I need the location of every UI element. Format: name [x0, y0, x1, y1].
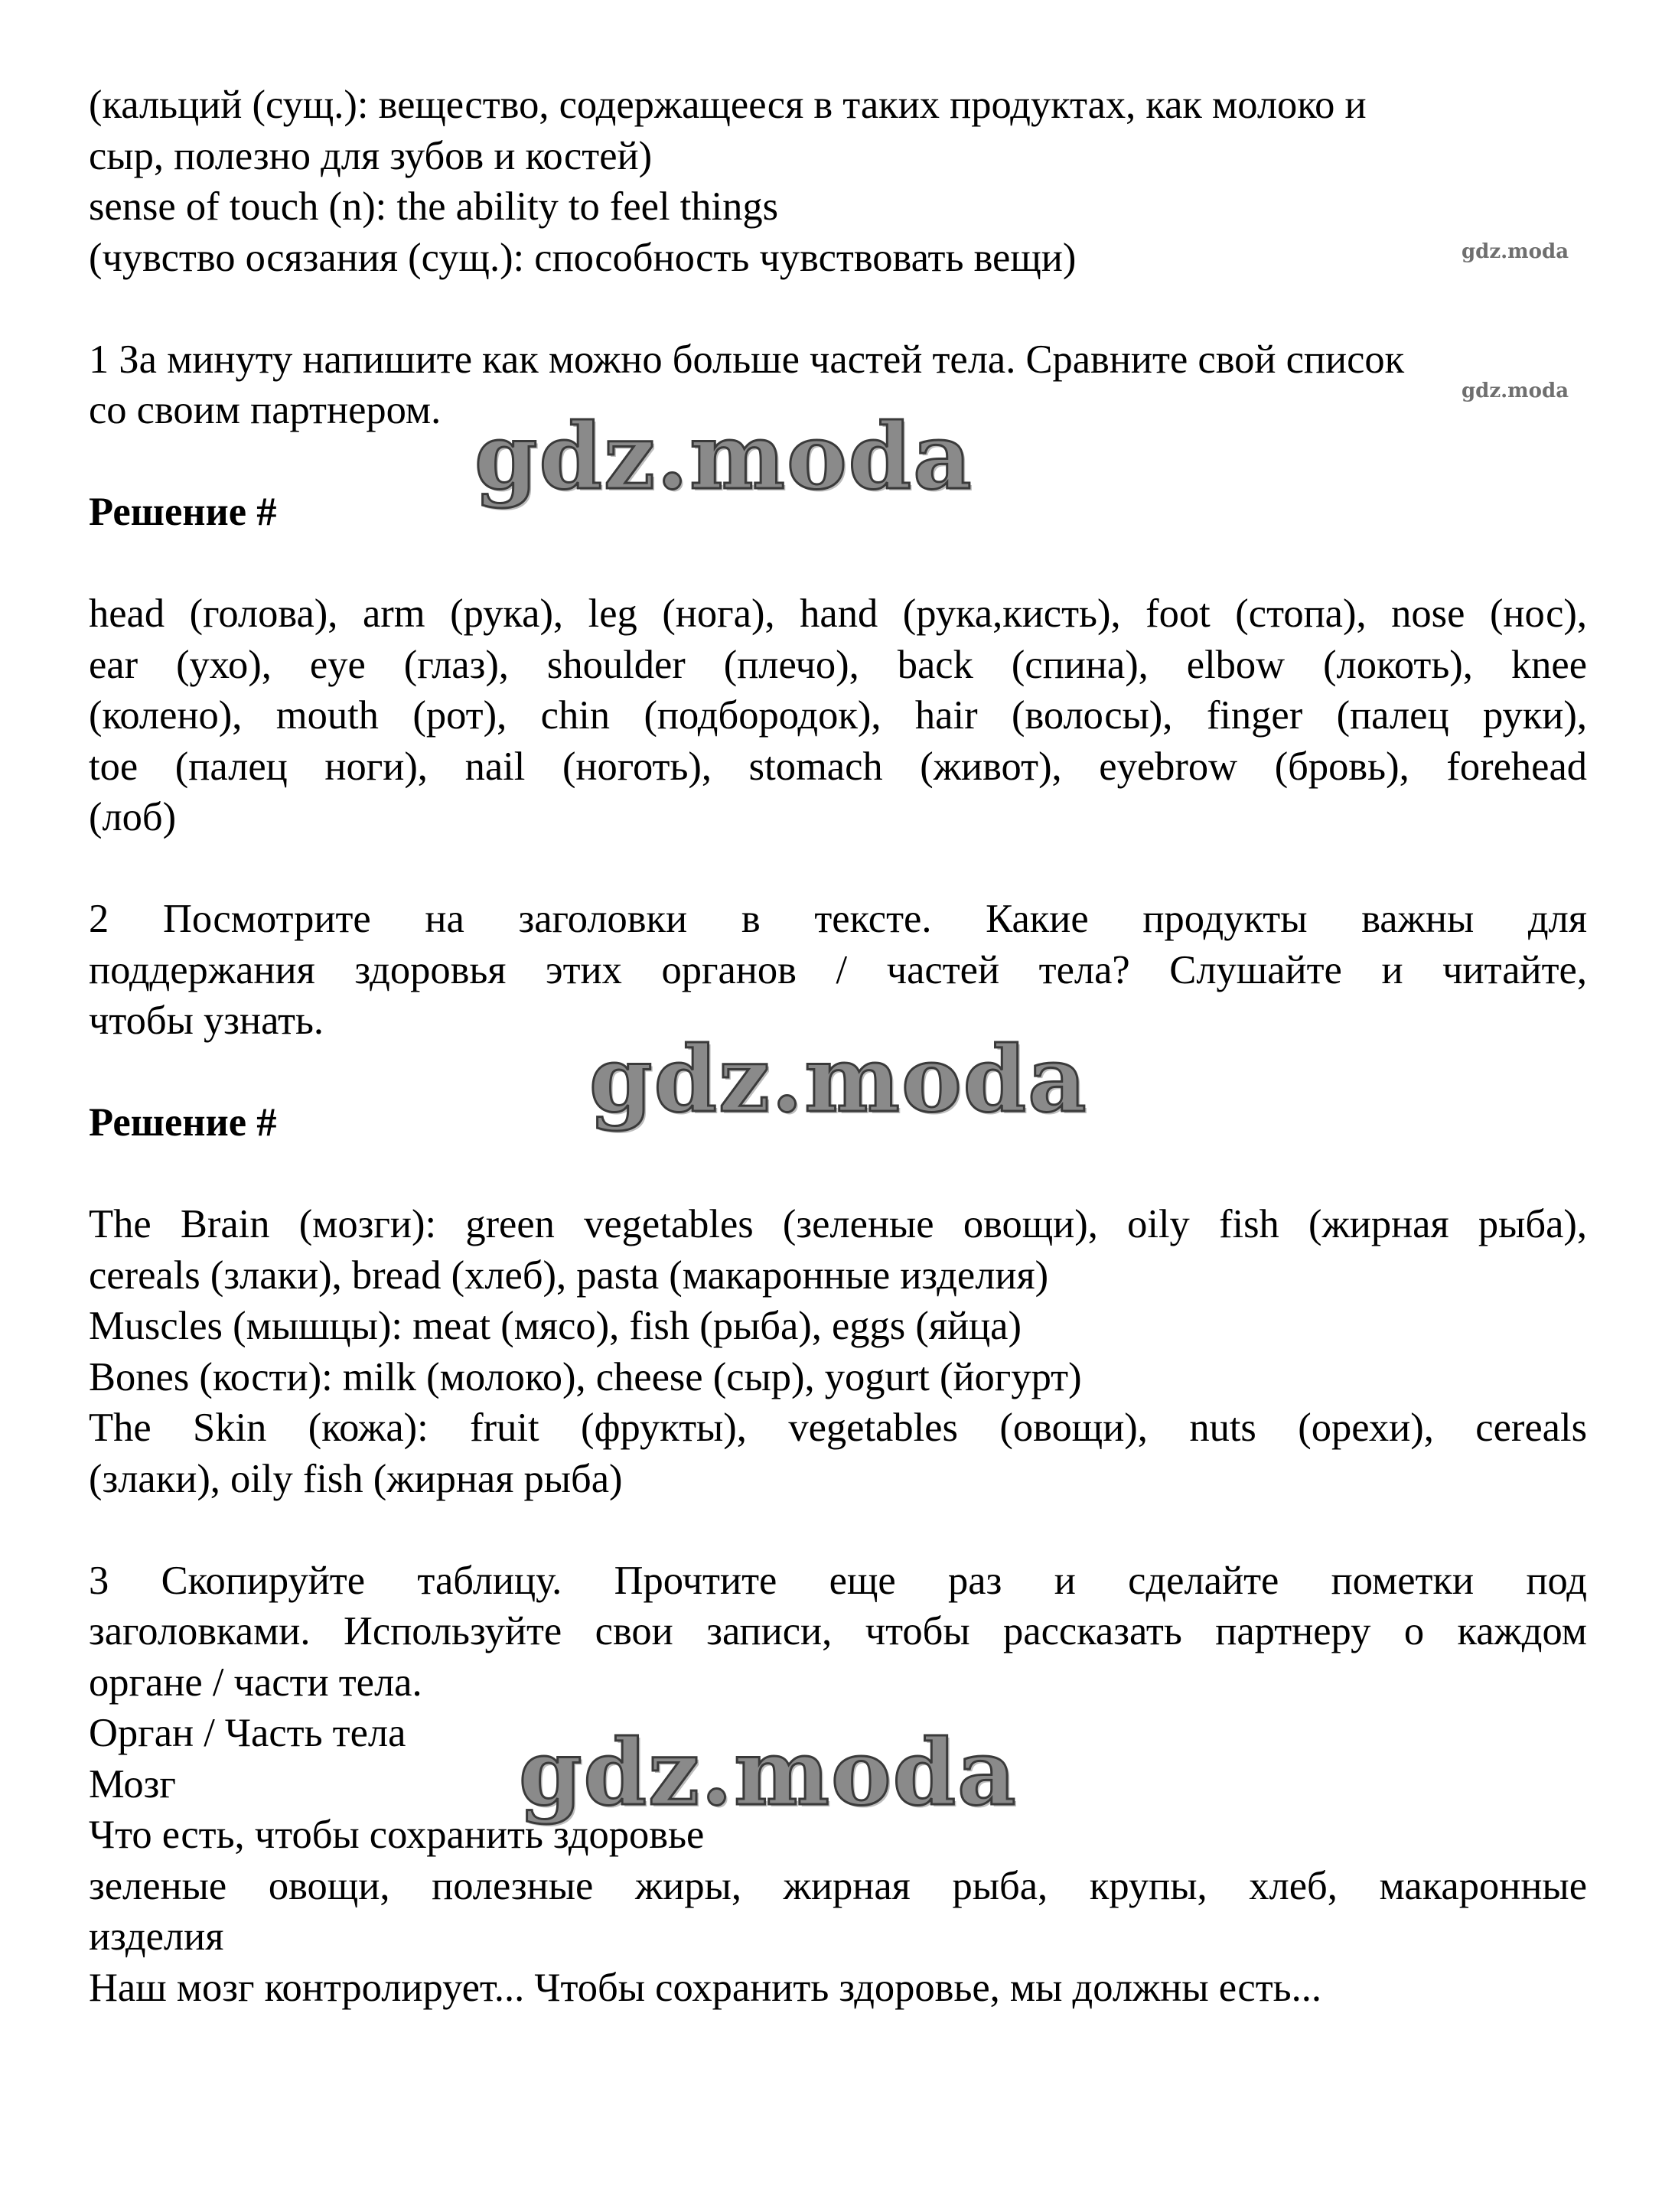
watermark-large: gdz.moda	[589, 1026, 1088, 1132]
watermark-small: gdz.moda	[1462, 240, 1569, 263]
task-line: органе / части тела.	[89, 1660, 422, 1705]
intro-line: (чувство осязания (сущ.): способность чувствовать вещи)	[89, 235, 1077, 280]
solution-line: cereals (злаки), bread (хлеб), pasta (макаронные изделия)	[89, 1253, 1049, 1298]
solution-line: The Brain (мозги): green vegetables (зеленые овощи), oily fish (жирная рыба),	[89, 1202, 1587, 1246]
task-line: чтобы узнать.	[89, 998, 324, 1043]
solution-line: Muscles (мышцы): meat (мясо), fish (рыба), eggs (яйца)	[89, 1304, 1022, 1348]
watermark-large: gdz.moda	[474, 403, 973, 510]
task-line: 1 За минуту напишите как можно больше частей тела. Сравните свой список	[89, 337, 1405, 382]
intro-block	[89, 80, 1587, 283]
solution-line: (колено), mouth (рот), chin (подбородок), hair (волосы), finger (палец руки),	[89, 693, 1587, 738]
task-line: заголовками. Используйте свои записи, чтобы рассказать партнеру о каждом	[89, 1609, 1587, 1653]
task-line: со своим партнером.	[89, 388, 442, 432]
solution-line: (злаки), oily fish (жирная рыба)	[89, 1456, 623, 1501]
intro-line: sense of touch (n): the ability to feel things	[89, 184, 779, 229]
intro-line: (кальций (сущ.): вещество, содержащееся в таких продуктах, как молоко и	[89, 83, 1367, 127]
task-3	[89, 1556, 1587, 1709]
solution-line: ear (ухо), eye (глаз), shoulder (плечо), back (спина), elbow (локоть), knee	[89, 642, 1587, 687]
watermark-small: gdz.moda	[1462, 380, 1569, 402]
task-line: поддержания здоровья этих органов / частей тела? Слушайте и читайте,	[89, 947, 1587, 992]
solution-line: toe (палец ноги), nail (ноготь), stomach (живот), eyebrow (бровь), forehead	[89, 744, 1587, 789]
solution-heading: Решение #	[89, 1100, 277, 1145]
table-line: изделия	[89, 1914, 224, 1959]
solution-line: Bones (кости): milk (молоко), cheese (сыр), yogurt (йогурт)	[89, 1354, 1082, 1399]
solution-line: The Skin (кожа): fruit (фрукты), vegetables (овощи), nuts (орехи), cereals	[89, 1406, 1587, 1450]
table-line: Мозг	[89, 1761, 176, 1806]
watermark-large: gdz.moda	[519, 1719, 1018, 1826]
table-line: Наш мозг контролирует... Чтобы сохранить здоровье, мы должны есть...	[89, 1965, 1321, 2010]
intro-line: сыр, полезно для зубов и костей)	[89, 133, 653, 178]
task-2	[89, 894, 1587, 1047]
solution-line: head (голова), arm (рука), leg (нога), hand (рука,кисть), foot (стопа), nose (нос),	[89, 591, 1587, 636]
table-line: Орган / Часть тела	[89, 1711, 406, 1755]
solution-1	[89, 588, 1587, 843]
task-line: 3 Скопируйте таблицу. Прочтите еще раз и сделайте пометки под	[89, 1558, 1587, 1603]
solution-line: (лоб)	[89, 795, 177, 839]
table-line: Что есть, чтобы сохранить здоровье	[89, 1813, 705, 1857]
solution-2	[89, 1199, 1587, 1504]
solution-heading: Решение #	[89, 490, 277, 534]
table-line: зеленые овощи, полезные жиры, жирная рыба, крупы, хлеб, макаронные	[89, 1863, 1587, 1908]
task-line: 2 Посмотрите на заголовки в тексте. Какие продукты важны для	[89, 897, 1587, 941]
